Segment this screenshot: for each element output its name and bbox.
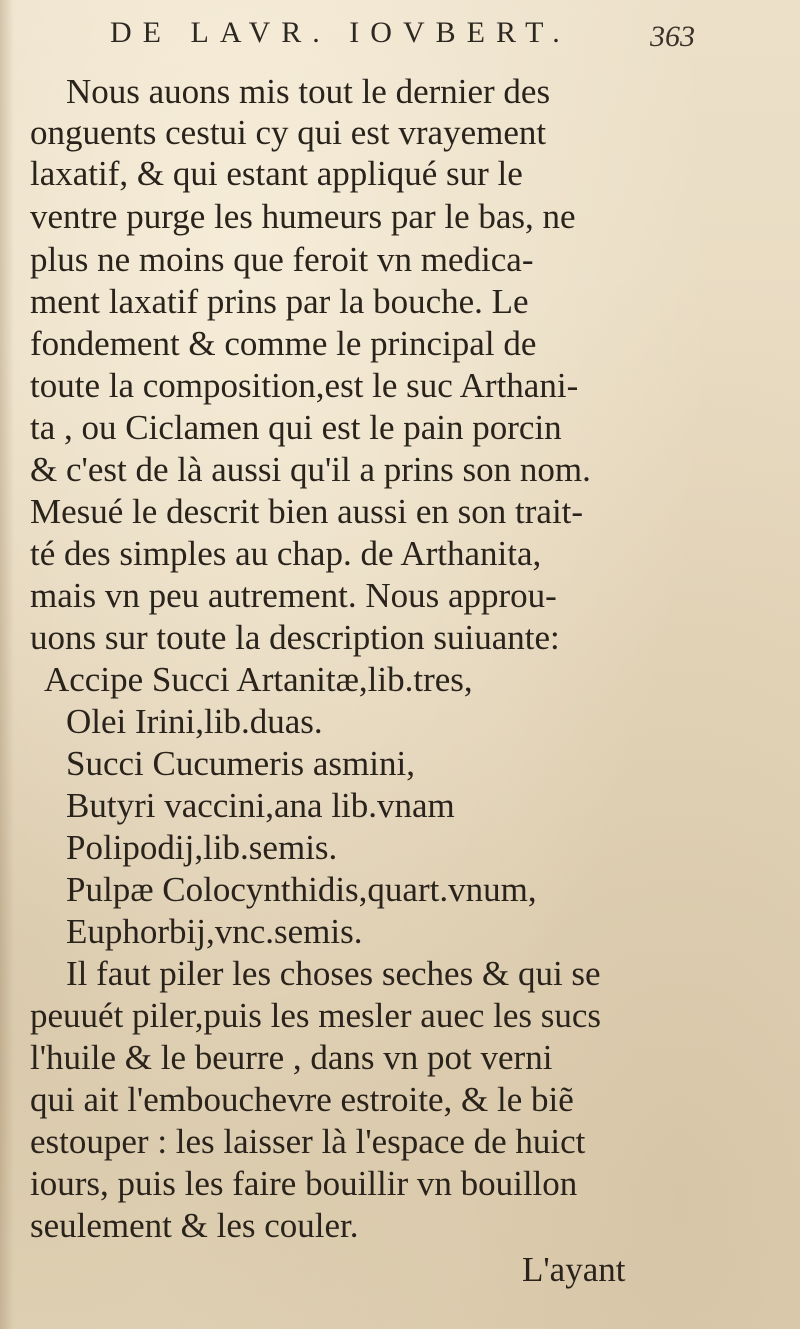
recipe-line: Euphorbij,vnc.semis. bbox=[66, 912, 363, 951]
text-line: Mesué le descrit bien aussi en son trait- bbox=[30, 492, 584, 531]
recipe-line: Butyri vaccini,ana lib.vnam bbox=[66, 786, 455, 825]
text-line: laxatif, & qui estant appliqué sur le bbox=[30, 154, 523, 193]
recipe-line: Succi Cucumeris asmini, bbox=[66, 744, 415, 783]
text-line: seulement & les couler. bbox=[30, 1206, 359, 1245]
text-line: mais vn peu autrement. Nous approu- bbox=[30, 576, 557, 615]
text-line: estouper : les laisser là l'espace de huict bbox=[30, 1122, 586, 1161]
recipe-line: Accipe Succi Artanitæ,lib.tres, bbox=[44, 660, 473, 699]
text-line: iours, puis les faire bouillir vn bouillon bbox=[30, 1164, 578, 1203]
text-line: l'huile & le beurre , dans vn pot verni bbox=[30, 1038, 553, 1077]
text-line: Il faut piler les choses seches & qui se bbox=[66, 954, 601, 993]
text-line: ventre purge les humeurs par le bas, ne bbox=[30, 197, 576, 236]
text-line: & c'est de là aussi qu'il a prins son nom. bbox=[30, 450, 591, 489]
catchword: L'ayant bbox=[522, 1250, 626, 1289]
page-number: 363 bbox=[650, 20, 695, 53]
text-line: ment laxatif prins par la bouche. Le bbox=[30, 282, 529, 321]
text-line: ta , ou Ciclamen qui est le pain porcin bbox=[30, 408, 562, 447]
text-line: Nous auons mis tout le dernier des bbox=[66, 72, 551, 111]
text-line: onguents cestui cy qui est vrayement bbox=[30, 113, 547, 152]
recipe-line: Pulpæ Colocynthidis,quart.vnum, bbox=[66, 870, 537, 909]
recipe-line: Olei Irini,lib.duas. bbox=[66, 702, 323, 741]
text-line: toute la composition,est le suc Arthani- bbox=[30, 366, 579, 405]
text-line: fondement & comme le principal de bbox=[30, 324, 537, 363]
page-gutter-shadow bbox=[0, 0, 14, 1329]
text-line: té des simples au chap. de Arthanita, bbox=[30, 534, 542, 573]
text-line: peuuét piler,puis les mesler auec les sucs bbox=[30, 996, 602, 1035]
recipe-line: Polipodij,lib.semis. bbox=[66, 828, 338, 867]
text-line: plus ne moins que feroit vn medica- bbox=[30, 240, 534, 279]
running-head: DE LAVR. IOVBERT. bbox=[110, 16, 571, 49]
text-line: uons sur toute la description suiuante: bbox=[30, 618, 560, 657]
text-line: qui ait l'embouchevre estroite, & le biẽ bbox=[30, 1080, 574, 1119]
